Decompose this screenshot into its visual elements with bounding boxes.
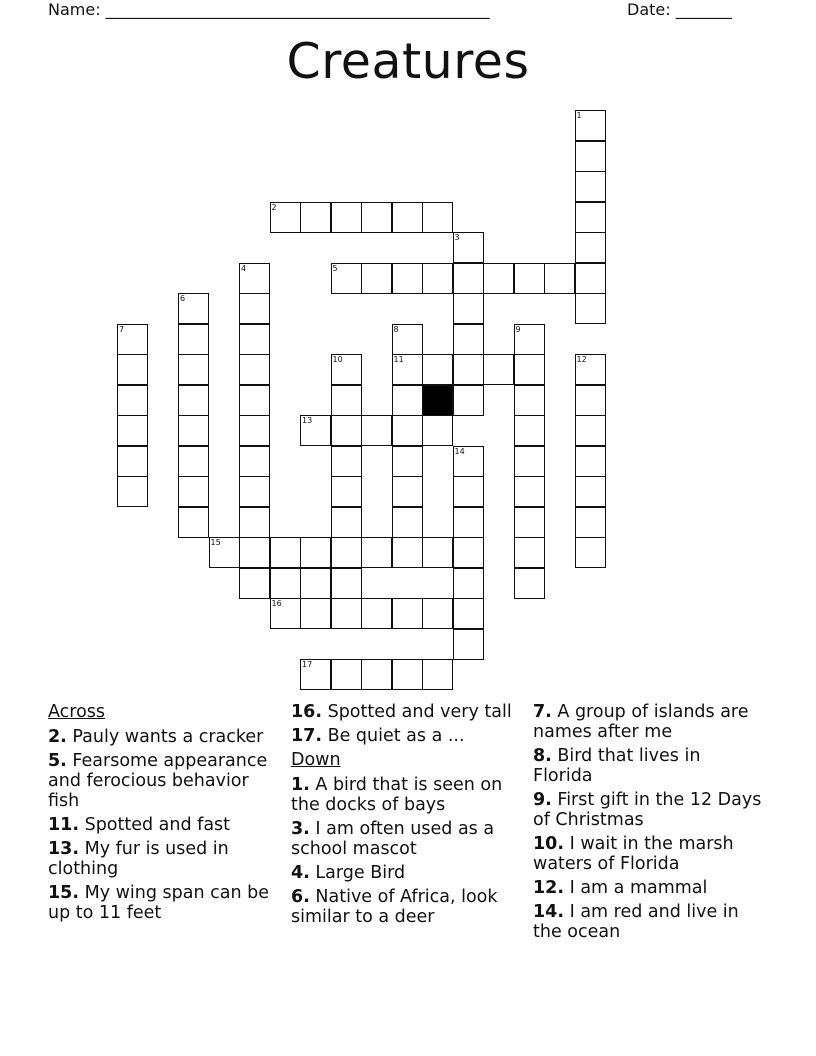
down-clue <box>291 775 521 815</box>
grid-cell[interactable] <box>331 598 362 629</box>
grid-cell[interactable] <box>117 324 148 355</box>
grid-cell[interactable] <box>453 324 484 355</box>
clue-number: 14. <box>533 902 565 922</box>
clue-number: 8. <box>533 746 552 766</box>
grid-cell[interactable] <box>178 354 209 385</box>
grid-cell[interactable] <box>178 385 209 416</box>
clue-text: My wing span can be up to 11 feet <box>48 883 270 923</box>
clue-text: Spotted and very tall <box>327 702 512 722</box>
grid-cell[interactable] <box>392 324 423 355</box>
grid-cell[interactable] <box>392 446 423 477</box>
cell-number: 4 <box>241 263 247 273</box>
grid-cell[interactable] <box>300 415 331 446</box>
cell-number: 12 <box>576 355 587 364</box>
clue-number: 15. <box>48 883 80 903</box>
cell-number: 8 <box>393 324 399 334</box>
clue-text: A bird that is seen on the docks of bays <box>291 775 503 815</box>
clues-column-3 <box>533 702 763 946</box>
clue-text: A group of islands are names after me <box>533 702 749 742</box>
clue-text: Be quiet as a ... <box>327 726 465 746</box>
across-clue <box>291 726 521 746</box>
grid-cell[interactable] <box>422 202 453 233</box>
cell-number: 7 <box>119 324 125 334</box>
cell-number: 16 <box>271 599 282 608</box>
grid-cell[interactable] <box>514 507 545 538</box>
grid-cell[interactable] <box>514 446 545 477</box>
grid-cell[interactable] <box>392 354 423 385</box>
grid-cell[interactable] <box>209 537 240 568</box>
grid-cell[interactable] <box>453 385 484 416</box>
grid-cell[interactable] <box>514 415 545 446</box>
grid-cell[interactable] <box>239 568 270 599</box>
grid-cell[interactable] <box>453 537 484 568</box>
clue-text: Fearsome appearance and ferocious behavior fish <box>48 751 268 811</box>
across-clue <box>48 815 278 835</box>
grid-cell[interactable] <box>575 263 606 294</box>
clue-number: 5. <box>48 751 67 771</box>
cell-number: 3 <box>454 233 460 242</box>
clue-text: Spotted and fast <box>84 815 231 835</box>
grid-cell[interactable] <box>178 415 209 446</box>
across-clue <box>48 727 278 747</box>
grid-cell[interactable] <box>483 263 514 294</box>
grid-cell[interactable] <box>514 537 545 568</box>
grid-cell[interactable] <box>331 537 362 568</box>
grid-cell[interactable] <box>270 202 301 233</box>
cell-number: 1 <box>576 111 582 120</box>
grid-cell[interactable] <box>483 354 514 385</box>
grid-cell[interactable] <box>117 446 148 477</box>
grid-cell[interactable] <box>178 446 209 477</box>
grid-cell[interactable] <box>361 598 392 629</box>
grid-cell[interactable] <box>514 476 545 507</box>
grid-cell[interactable] <box>392 263 423 294</box>
clue-number: 6. <box>291 887 310 907</box>
down-clue <box>533 746 763 786</box>
grid-cell[interactable] <box>514 385 545 416</box>
grid-cell[interactable] <box>392 476 423 507</box>
grid-cell[interactable] <box>422 415 453 446</box>
grid-cell[interactable] <box>331 415 362 446</box>
grid-cell[interactable] <box>331 476 362 507</box>
clue-text: I am red and live in the ocean <box>533 902 739 942</box>
clue-text: Bird that lives in Florida <box>533 746 701 786</box>
grid-cell[interactable] <box>117 415 148 446</box>
grid-cell[interactable] <box>392 202 423 233</box>
grid-cell[interactable] <box>117 476 148 507</box>
grid-cell[interactable] <box>239 537 270 568</box>
grid-cell[interactable] <box>239 293 270 324</box>
clue-number: 16. <box>291 702 323 722</box>
cell-number: 2 <box>271 202 277 212</box>
grid-cell[interactable] <box>575 171 606 202</box>
grid-cell[interactable] <box>178 324 209 355</box>
clue-text: Large Bird <box>315 863 406 883</box>
clue-text: Native of Africa, look similar to a deer <box>291 887 498 927</box>
clue-number: 12. <box>533 878 565 898</box>
cell-number: 5 <box>332 263 338 273</box>
clue-number: 9. <box>533 790 552 810</box>
grid-cell[interactable] <box>453 568 484 599</box>
cell-number: 14 <box>454 446 465 456</box>
grid-cell[interactable] <box>239 446 270 477</box>
grid-cell[interactable] <box>270 537 301 568</box>
grid-cell[interactable] <box>575 354 606 385</box>
grid-cell[interactable] <box>239 476 270 507</box>
grid-cell[interactable] <box>422 598 453 629</box>
clue-number: 10. <box>533 834 565 854</box>
clue-number: 7. <box>533 702 552 722</box>
grid-cell[interactable] <box>300 659 331 690</box>
grid-cell[interactable] <box>575 110 606 141</box>
across-clue <box>48 751 278 811</box>
grid-cell[interactable] <box>361 659 392 690</box>
grid-cell[interactable] <box>575 202 606 233</box>
clues-column-2 <box>291 702 521 931</box>
grid-cell[interactable] <box>392 537 423 568</box>
cell-number: 6 <box>180 294 186 303</box>
clue-text: I wait in the marsh waters of Florida <box>533 834 734 874</box>
grid-cell[interactable] <box>422 659 453 690</box>
grid-cell[interactable] <box>239 354 270 385</box>
cell-number: 10 <box>332 355 343 364</box>
clue-text: I am often used as a school mascot <box>291 819 495 859</box>
down-clue <box>533 702 763 742</box>
grid-cell[interactable] <box>270 568 301 599</box>
grid-cell[interactable] <box>117 385 148 416</box>
grid-cell[interactable] <box>453 232 484 263</box>
clue-text: Pauly wants a cracker <box>72 727 264 747</box>
down-clue <box>291 863 521 883</box>
grid-cell[interactable] <box>331 263 362 294</box>
grid-cell[interactable] <box>544 263 575 294</box>
clue-number: 1. <box>291 775 310 795</box>
blocked-cell <box>422 385 453 416</box>
grid-cell[interactable] <box>331 202 362 233</box>
cell-number: 15 <box>210 538 221 547</box>
cell-number: 17 <box>302 660 313 669</box>
grid-cell[interactable] <box>575 476 606 507</box>
grid-cell[interactable] <box>331 507 362 538</box>
grid-cell[interactable] <box>575 507 606 538</box>
down-clue <box>533 790 763 830</box>
grid-cell[interactable] <box>453 446 484 477</box>
grid-cell[interactable] <box>453 476 484 507</box>
grid-cell[interactable] <box>361 537 392 568</box>
clue-number: 11. <box>48 815 80 835</box>
grid-cell[interactable] <box>453 263 484 294</box>
down-clue <box>533 902 763 942</box>
cell-number: 11 <box>393 355 404 364</box>
grid-cell[interactable] <box>422 263 453 294</box>
grid-cell[interactable] <box>331 354 362 385</box>
grid-cell[interactable] <box>453 354 484 385</box>
across-heading: Across <box>48 702 106 722</box>
across-clue <box>48 883 278 923</box>
across-clue <box>48 839 278 879</box>
grid-cell[interactable] <box>514 354 545 385</box>
down-heading: Down <box>291 750 341 770</box>
grid-cell[interactable] <box>331 446 362 477</box>
grid-cell[interactable] <box>178 476 209 507</box>
clue-number: 17. <box>291 726 323 746</box>
grid-cell[interactable] <box>361 263 392 294</box>
grid-cell[interactable] <box>514 263 545 294</box>
grid-cell[interactable] <box>575 141 606 172</box>
grid-cell[interactable] <box>514 324 545 355</box>
page-title: Creatures <box>286 33 530 90</box>
down-clue <box>291 887 521 927</box>
grid-cell[interactable] <box>331 385 362 416</box>
grid-cell[interactable] <box>331 568 362 599</box>
grid-cell[interactable] <box>239 263 270 294</box>
grid-cell[interactable] <box>239 385 270 416</box>
date-field-label: Date: _______ <box>627 0 732 19</box>
grid-cell[interactable] <box>300 598 331 629</box>
grid-cell[interactable] <box>239 415 270 446</box>
grid-cell[interactable] <box>453 598 484 629</box>
clue-text: My fur is used in clothing <box>48 839 229 879</box>
grid-cell[interactable] <box>575 415 606 446</box>
grid-cell[interactable] <box>361 415 392 446</box>
grid-cell[interactable] <box>178 507 209 538</box>
grid-cell[interactable] <box>392 598 423 629</box>
grid-cell[interactable] <box>422 354 453 385</box>
grid-cell[interactable] <box>392 659 423 690</box>
cell-number: 9 <box>515 324 521 334</box>
grid-cell[interactable] <box>453 293 484 324</box>
clue-number: 3. <box>291 819 310 839</box>
down-clue <box>533 834 763 874</box>
grid-cell[interactable] <box>270 598 301 629</box>
clue-number: 13. <box>48 839 80 859</box>
grid-cell[interactable] <box>575 537 606 568</box>
name-field-label: Name: ________________________________________________ <box>48 0 490 19</box>
grid-cell[interactable] <box>300 537 331 568</box>
grid-cell[interactable] <box>392 507 423 538</box>
grid-cell[interactable] <box>422 537 453 568</box>
clue-text: First gift in the 12 Days of Christmas <box>533 790 762 830</box>
grid-cell[interactable] <box>575 446 606 477</box>
grid-cell[interactable] <box>178 293 209 324</box>
down-clue <box>291 819 521 859</box>
grid-cell[interactable] <box>117 354 148 385</box>
grid-cell[interactable] <box>575 293 606 324</box>
across-clue <box>291 702 521 722</box>
grid-cell[interactable] <box>239 507 270 538</box>
grid-cell[interactable] <box>361 202 392 233</box>
clue-number: 2. <box>48 727 67 747</box>
grid-cell[interactable] <box>453 507 484 538</box>
clue-number: 4. <box>291 863 310 883</box>
grid-cell[interactable] <box>453 629 484 660</box>
grid-cell[interactable] <box>575 385 606 416</box>
clue-text: I am a mammal <box>569 878 708 898</box>
grid-cell[interactable] <box>392 385 423 416</box>
grid-cell[interactable] <box>575 232 606 263</box>
grid-cell[interactable] <box>331 659 362 690</box>
clues-column-1 <box>48 702 278 927</box>
grid-cell[interactable] <box>300 568 331 599</box>
grid-cell[interactable] <box>300 202 331 233</box>
grid-cell[interactable] <box>239 324 270 355</box>
cell-number: 13 <box>302 416 313 425</box>
grid-cell[interactable] <box>392 415 423 446</box>
down-clue <box>533 878 763 898</box>
grid-cell[interactable] <box>514 568 545 599</box>
